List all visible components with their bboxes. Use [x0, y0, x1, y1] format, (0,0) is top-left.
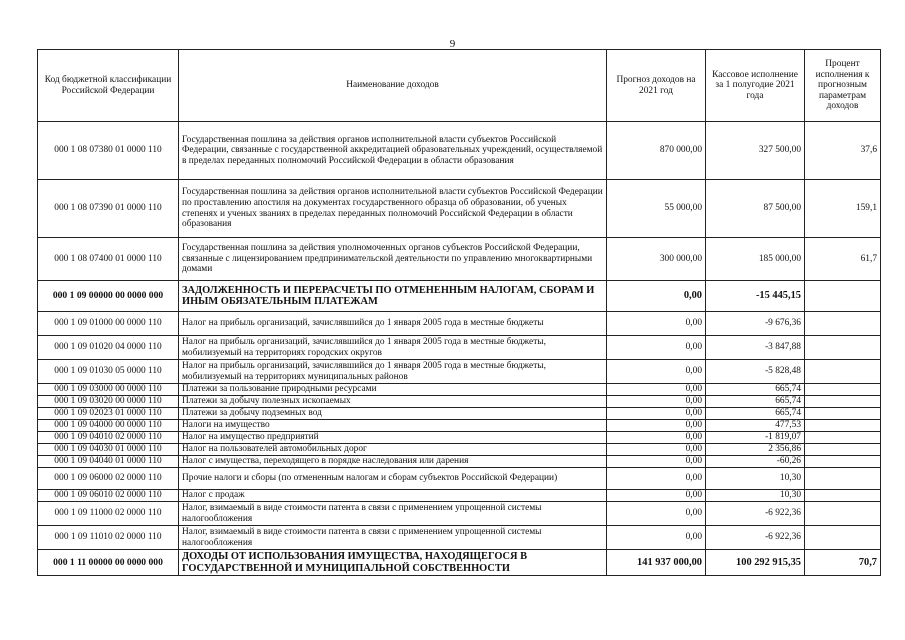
row-cash: 665,74	[706, 408, 805, 420]
table-body	[38, 122, 881, 576]
table-row	[38, 122, 881, 180]
row-name: Прочие налоги и сборы (по отмененным налогам и сборам субъектов Российской Федерации)	[179, 468, 607, 490]
table-row	[38, 312, 881, 336]
row-name: Платежи за добычу подземных вод	[179, 408, 607, 420]
row-cash: 665,74	[706, 384, 805, 396]
row-code: 000 1 09 01030 05 0000 110	[38, 360, 179, 384]
row-forecast: 0,00	[607, 420, 706, 432]
row-percent	[805, 396, 881, 408]
row-percent	[805, 526, 881, 550]
row-forecast: 0,00	[607, 384, 706, 396]
table-row	[38, 490, 881, 502]
row-cash: -9 676,36	[706, 312, 805, 336]
table-header-row	[38, 50, 881, 122]
row-cash: -6 922,36	[706, 502, 805, 526]
row-percent	[805, 444, 881, 456]
row-cash: 185 000,00	[706, 238, 805, 281]
row-name: Налог с продаж	[179, 490, 607, 502]
row-percent: 37,6	[805, 122, 881, 180]
row-percent	[805, 468, 881, 490]
row-name: Государственная пошлина за действия органов исполнительной власти субъектов Российской Федерации, связанные с государственной аккредитацией образовательных учреждений, осуществляемой в пределах переданных полномочий Российской Федерации в области образования	[179, 122, 607, 180]
row-percent	[805, 312, 881, 336]
row-cash: 10,30	[706, 490, 805, 502]
table-row	[38, 408, 881, 420]
row-percent	[805, 456, 881, 468]
row-name: Налог, взимаемый в виде стоимости патента в связи с применением упрощенной системы налогообложения	[179, 526, 607, 550]
row-name: Налог на прибыль организаций, зачислявшийся до 1 января 2005 года в местные бюджеты, мобилизуемый на территориях городских округов	[179, 336, 607, 360]
row-percent: 159,1	[805, 180, 881, 238]
row-cash: 87 500,00	[706, 180, 805, 238]
row-name: Налог, взимаемый в виде стоимости патента в связи с применением упрощенной системы налогообложения	[179, 502, 607, 526]
revenue-table	[37, 49, 881, 576]
row-forecast: 0,00	[607, 312, 706, 336]
table-row	[38, 384, 881, 396]
row-percent: 70,7	[805, 550, 881, 576]
row-cash: 100 292 915,35	[706, 550, 805, 576]
row-forecast: 0,00	[607, 526, 706, 550]
row-percent	[805, 432, 881, 444]
table-row	[38, 526, 881, 550]
row-name: Платежи за пользование природными ресурсами	[179, 384, 607, 396]
row-name: Налог на имущество предприятий	[179, 432, 607, 444]
table-row	[38, 396, 881, 408]
row-forecast: 0,00	[607, 360, 706, 384]
row-name: Налог на пользователей автомобильных дорог	[179, 444, 607, 456]
row-code: 000 1 09 00000 00 0000 000	[38, 281, 179, 312]
row-cash: 10,30	[706, 468, 805, 490]
row-forecast: 0,00	[607, 408, 706, 420]
row-percent	[805, 490, 881, 502]
row-forecast: 870 000,00	[607, 122, 706, 180]
row-cash: 327 500,00	[706, 122, 805, 180]
row-forecast: 0,00	[607, 432, 706, 444]
table-row	[38, 281, 881, 312]
row-code: 000 1 09 11000 02 0000 110	[38, 502, 179, 526]
row-cash: 2 356,86	[706, 444, 805, 456]
header-name: Наименование доходов	[179, 50, 607, 122]
row-cash: -5 828,48	[706, 360, 805, 384]
row-name: ДОХОДЫ ОТ ИСПОЛЬЗОВАНИЯ ИМУЩЕСТВА, НАХОДЯЩЕГОСЯ В ГОСУДАРСТВЕННОЙ И МУНИЦИПАЛЬНОЙ СОБСТВЕННОСТИ	[179, 550, 607, 576]
table-row	[38, 360, 881, 384]
table-row	[38, 468, 881, 490]
row-code: 000 1 09 06000 02 0000 110	[38, 468, 179, 490]
table-row	[38, 550, 881, 576]
page-number: 9	[449, 38, 456, 50]
row-percent	[805, 408, 881, 420]
row-code: 000 1 09 06010 02 0000 110	[38, 490, 179, 502]
row-code: 000 1 09 03000 00 0000 110	[38, 384, 179, 396]
row-forecast: 0,00	[607, 396, 706, 408]
table-row	[38, 444, 881, 456]
row-name: Государственная пошлина за действия уполномоченных органов субъектов Российской Федерации, связанные с лицензированием предпринимательской деятельности по управлению многоквартирными домами	[179, 238, 607, 281]
table-row	[38, 456, 881, 468]
table-row	[38, 420, 881, 432]
header-code: Код бюджетной классификации Российской Федерации	[38, 50, 179, 122]
row-code: 000 1 09 03020 00 0000 110	[38, 396, 179, 408]
row-percent	[805, 336, 881, 360]
row-code: 000 1 09 04010 02 0000 110	[38, 432, 179, 444]
row-code: 000 1 09 01020 04 0000 110	[38, 336, 179, 360]
row-code: 000 1 09 11010 02 0000 110	[38, 526, 179, 550]
header-percent: Процент исполнения к прогнозным параметрам доходов	[805, 50, 881, 122]
row-percent	[805, 502, 881, 526]
row-name: Платежи за добычу полезных ископаемых	[179, 396, 607, 408]
row-code: 000 1 11 00000 00 0000 000	[38, 550, 179, 576]
row-percent	[805, 281, 881, 312]
table-row	[38, 180, 881, 238]
row-cash: -1 819,07	[706, 432, 805, 444]
row-cash: 477,53	[706, 420, 805, 432]
row-forecast: 300 000,00	[607, 238, 706, 281]
row-percent	[805, 360, 881, 384]
row-forecast: 0,00	[607, 502, 706, 526]
row-forecast: 0,00	[607, 468, 706, 490]
row-code: 000 1 09 02023 01 0000 110	[38, 408, 179, 420]
row-forecast: 0,00	[607, 444, 706, 456]
header-cash: Кассовое исполнение за 1 полугодие 2021 года	[706, 50, 805, 122]
row-forecast: 55 000,00	[607, 180, 706, 238]
row-cash: -60,26	[706, 456, 805, 468]
row-percent	[805, 384, 881, 396]
row-code: 000 1 09 04030 01 0000 110	[38, 444, 179, 456]
row-cash: 665,74	[706, 396, 805, 408]
row-forecast: 0,00	[607, 456, 706, 468]
row-code: 000 1 08 07390 01 0000 110	[38, 180, 179, 238]
row-forecast: 0,00	[607, 336, 706, 360]
header-forecast: Прогноз доходов на 2021 год	[607, 50, 706, 122]
table-row	[38, 432, 881, 444]
row-cash: -15 445,15	[706, 281, 805, 312]
row-name: Налог с имущества, переходящего в порядке наследования или дарения	[179, 456, 607, 468]
row-cash: -6 922,36	[706, 526, 805, 550]
row-percent: 61,7	[805, 238, 881, 281]
row-name: Налог на прибыль организаций, зачислявшийся до 1 января 2005 года в местные бюджеты, мобилизуемый на территориях муниципальных районов	[179, 360, 607, 384]
row-name: Государственная пошлина за действия органов исполнительной власти субъектов Российской Федерации по проставлению апостиля на документах государственного образца об образовании, об ученых степенях и ученых званиях в пределах переданных полномочий Российской Федерации в области образования	[179, 180, 607, 238]
row-code: 000 1 08 07380 01 0000 110	[38, 122, 179, 180]
row-forecast: 0,00	[607, 490, 706, 502]
row-forecast: 0,00	[607, 281, 706, 312]
table-row	[38, 238, 881, 281]
table-row	[38, 336, 881, 360]
row-percent	[805, 420, 881, 432]
row-code: 000 1 09 01000 00 0000 110	[38, 312, 179, 336]
row-code: 000 1 08 07400 01 0000 110	[38, 238, 179, 281]
row-code: 000 1 09 04000 00 0000 110	[38, 420, 179, 432]
row-cash: -3 847,88	[706, 336, 805, 360]
row-code: 000 1 09 04040 01 0000 110	[38, 456, 179, 468]
table-row	[38, 502, 881, 526]
row-name: ЗАДОЛЖЕННОСТЬ И ПЕРЕРАСЧЕТЫ ПО ОТМЕНЕННЫМ НАЛОГАМ, СБОРАМ И ИНЫМ ОБЯЗАТЕЛЬНЫМ ПЛАТЕЖАМ	[179, 281, 607, 312]
row-name: Налог на прибыль организаций, зачислявшийся до 1 января 2005 года в местные бюджеты	[179, 312, 607, 336]
row-forecast: 141 937 000,00	[607, 550, 706, 576]
row-name: Налоги на имущество	[179, 420, 607, 432]
